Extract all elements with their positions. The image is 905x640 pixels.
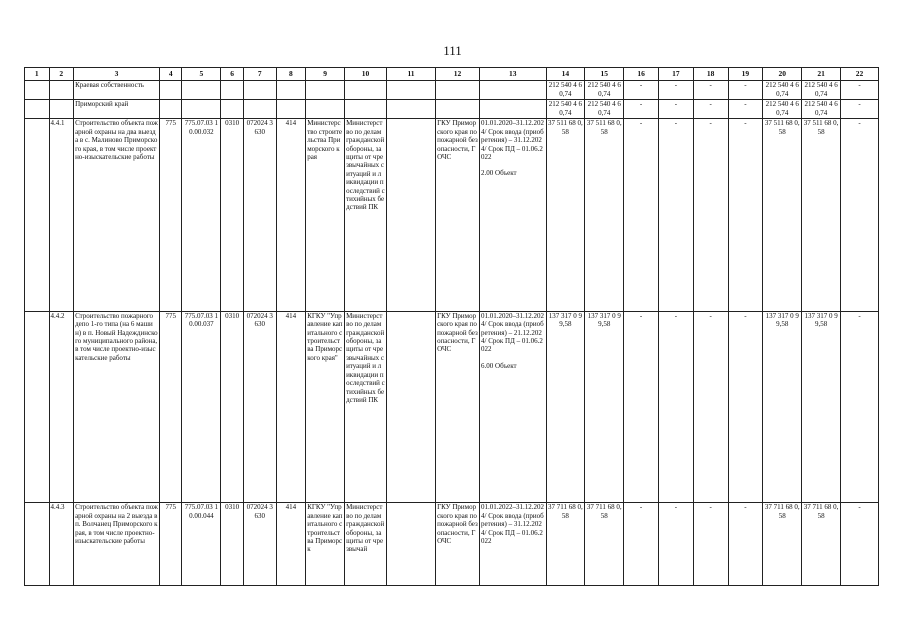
table-cell: 137 317 0 99,58 [546,311,585,502]
table-cell [25,311,50,502]
table-cell: 37 511 68 0,58 [763,119,802,311]
table-cell: 212 540 4 60,74 [802,100,841,119]
col-header: 8 [276,68,306,81]
table-cell: 137 317 0 99,58 [763,311,802,502]
table-cell: 37 511 68 0,58 [802,119,841,311]
col-header: 3 [74,68,160,81]
col-header: 5 [182,68,221,81]
table-cell: 137 317 0 99,58 [585,311,624,502]
table-cell: 0310 [221,311,244,502]
table-cell [25,503,50,586]
table-cell: - [658,119,693,311]
table-cell [25,81,50,100]
col-header: 14 [546,68,585,81]
table-cell [480,100,546,119]
table-cell: 775.07.03 10.00.032 [182,119,221,311]
table-cell [243,81,276,100]
col-header: 6 [221,68,244,81]
table-cell: ГКУ Приморского края по пожарной безопасности, ГОЧС [436,503,480,586]
table-cell [345,81,387,100]
table-cell [345,503,387,586]
table-cell: - [624,100,659,119]
page-number: 111 [443,43,462,58]
table-cell: 775.07.03 10.00.044 [182,503,221,586]
table-cell [386,119,435,311]
col-header: 15 [585,68,624,81]
table-cell [306,81,345,100]
table-cell [436,100,480,119]
col-header: 13 [480,68,546,81]
table-cell [49,81,74,100]
table-cell [221,81,244,100]
table-cell: - [728,311,763,502]
table-cell: - [728,503,763,586]
table-cell: Краевая собственность [74,81,160,100]
table-cell: - [841,81,879,100]
table-cell: 775.07.03 10.00.037 [182,311,221,502]
col-header: 18 [693,68,728,81]
term-text: 01.01.2022–31.12.2024/ Срок ввода (приобретения) – 31.12.2024/ Срок ПД – 01.06.2022 [481,503,545,545]
table-cell [306,100,345,119]
table-cell [480,81,546,100]
table-cell: Строительство объекта пожарной охраны на два выезда в с. Малиново Приморского края, в том числе проектно-изыскательские работы [74,119,160,311]
cell-text: Министерство по делам гражданской обороны, защиты от чрезвычай [346,503,385,554]
col-header: 4 [159,68,182,81]
table-cell [480,503,546,586]
table-cell [159,81,182,100]
table-cell: 37 511 68 0,58 [585,119,624,311]
table-cell: 4.4.2 [49,311,74,502]
table-cell: 212 540 4 60,74 [546,100,585,119]
table-cell [480,119,546,311]
table-cell [386,100,435,119]
table-cell: ГКУ Приморского края по пожарной безопасности, ГОЧС [436,119,480,311]
table-cell: 37 711 68 0,58 [763,503,802,586]
table-cell: 212 540 4 60,74 [585,81,624,100]
table-cell: 37 711 68 0,58 [546,503,585,586]
table-cell: 775 [159,311,182,502]
table-row [25,119,879,311]
table-cell: 072024 3630 [243,119,276,311]
table-cell: 212 540 4 60,74 [546,81,585,100]
table-cell: - [658,81,693,100]
col-header: 19 [728,68,763,81]
table-cell: 212 540 4 60,74 [585,100,624,119]
table-cell: - [658,100,693,119]
col-header: 22 [841,68,879,81]
table-cell: ГКУ Приморского края по пожарной безопасности, ГОЧС [436,311,480,502]
table-cell: Строительство пожарного депо 1-го типа (на 6 машин) в п. Новый Надеждинского муниципального района, в том числе проектно-изыскательские работы [74,311,160,502]
term-text: 01.01.2020–31.12.2024/ Срок ввода (приобретения) – 31.12.2024/ Срок ПД – 01.06.2022 [481,119,545,161]
table-cell: Министерство по делам гражданской обороны, защиты от чрезвычайных ситуаций и ликвидации последствий стихийных бедствий ПК [345,119,387,311]
table-cell: 4.4.1 [49,119,74,311]
table-cell: 212 540 4 60,74 [802,81,841,100]
table-cell: 0310 [221,503,244,586]
table-cell: - [693,503,728,586]
table-cell [386,81,435,100]
table-cell: - [624,81,659,100]
table-cell [276,81,306,100]
table-cell: - [728,119,763,311]
table-cell: - [693,119,728,311]
table-cell: 414 [276,119,306,311]
table-cell: Министерство по делам гражданской обороны, защиты от чрезвычайных ситуаций и ликвидации последствий стихийных бедствий ПК [345,311,387,502]
table-cell: - [841,311,879,502]
table-cell: 072024 3630 [243,311,276,502]
capacity-text: 6.00 Объект [481,361,517,370]
budget-table [24,67,879,586]
col-header: 20 [763,68,802,81]
col-header: 12 [436,68,480,81]
col-header: 11 [386,68,435,81]
table-cell: - [658,311,693,502]
col-header: 17 [658,68,693,81]
table-cell [74,503,160,586]
table-cell: - [841,503,879,586]
table-cell [221,100,244,119]
table-cell [25,119,50,311]
header-row [25,68,879,81]
table-cell: 775 [159,503,182,586]
table-cell [345,100,387,119]
table-cell [386,503,435,586]
table-cell: 414 [276,503,306,586]
table-cell: 212 540 4 60,74 [763,81,802,100]
table-cell: - [624,503,659,586]
table-cell [25,100,50,119]
table-cell: Министерство строительства Приморского края [306,119,345,311]
table-cell: 072024 3630 [243,503,276,586]
col-header: 7 [243,68,276,81]
table-cell [436,81,480,100]
table-cell: - [693,81,728,100]
table-cell: - [841,100,879,119]
table-row [25,311,879,502]
table-cell: 4.4.3 [49,503,74,586]
table-cell [243,100,276,119]
table-cell: - [728,81,763,100]
table-cell [182,100,221,119]
table-cell: - [693,311,728,502]
table-cell: 0310 [221,119,244,311]
table-cell [182,81,221,100]
table-cell: КГКУ "Управление капитального строительства Приморского края" [306,311,345,502]
table-cell [276,100,306,119]
table-cell: Приморский край [74,100,160,119]
table-cell: 37 511 68 0,58 [546,119,585,311]
table-cell: - [624,311,659,502]
table-cell: - [728,100,763,119]
table-cell: 37 711 68 0,58 [802,503,841,586]
table-cell: - [841,119,879,311]
table-cell [480,311,546,502]
col-header: 16 [624,68,659,81]
col-header: 2 [49,68,74,81]
table-cell: 775 [159,119,182,311]
table-cell: - [624,119,659,311]
col-header: 9 [306,68,345,81]
table-cell: 37 711 68 0,58 [585,503,624,586]
table-row [25,100,879,119]
col-header: 10 [345,68,387,81]
table-cell: - [693,100,728,119]
table-cell [306,503,345,586]
cell-text: КГКУ "Управление капитального строительства Приморск [307,503,343,554]
col-header: 1 [25,68,50,81]
table-row [25,503,879,586]
table-cell [159,100,182,119]
col-header: 21 [802,68,841,81]
table-cell: 414 [276,311,306,502]
capacity-text: 2.00 Объект [481,169,517,178]
table-cell: 137 317 0 99,58 [802,311,841,502]
term-text: 01.01.2020–31.12.2024/ Срок ввода (приобретения) – 21.12.2024/ Срок ПД – 01.06.2022 [481,311,545,354]
table-cell [49,100,74,119]
table-row [25,81,879,100]
table-cell [386,311,435,502]
table-cell: - [658,503,693,586]
table-cell: 212 540 4 60,74 [763,100,802,119]
cell-text: Строительство объекта пожарной охраны на 2 выезда в п. Волчанец Приморского края, в том числе проектно-изыскательские работы [75,503,158,545]
